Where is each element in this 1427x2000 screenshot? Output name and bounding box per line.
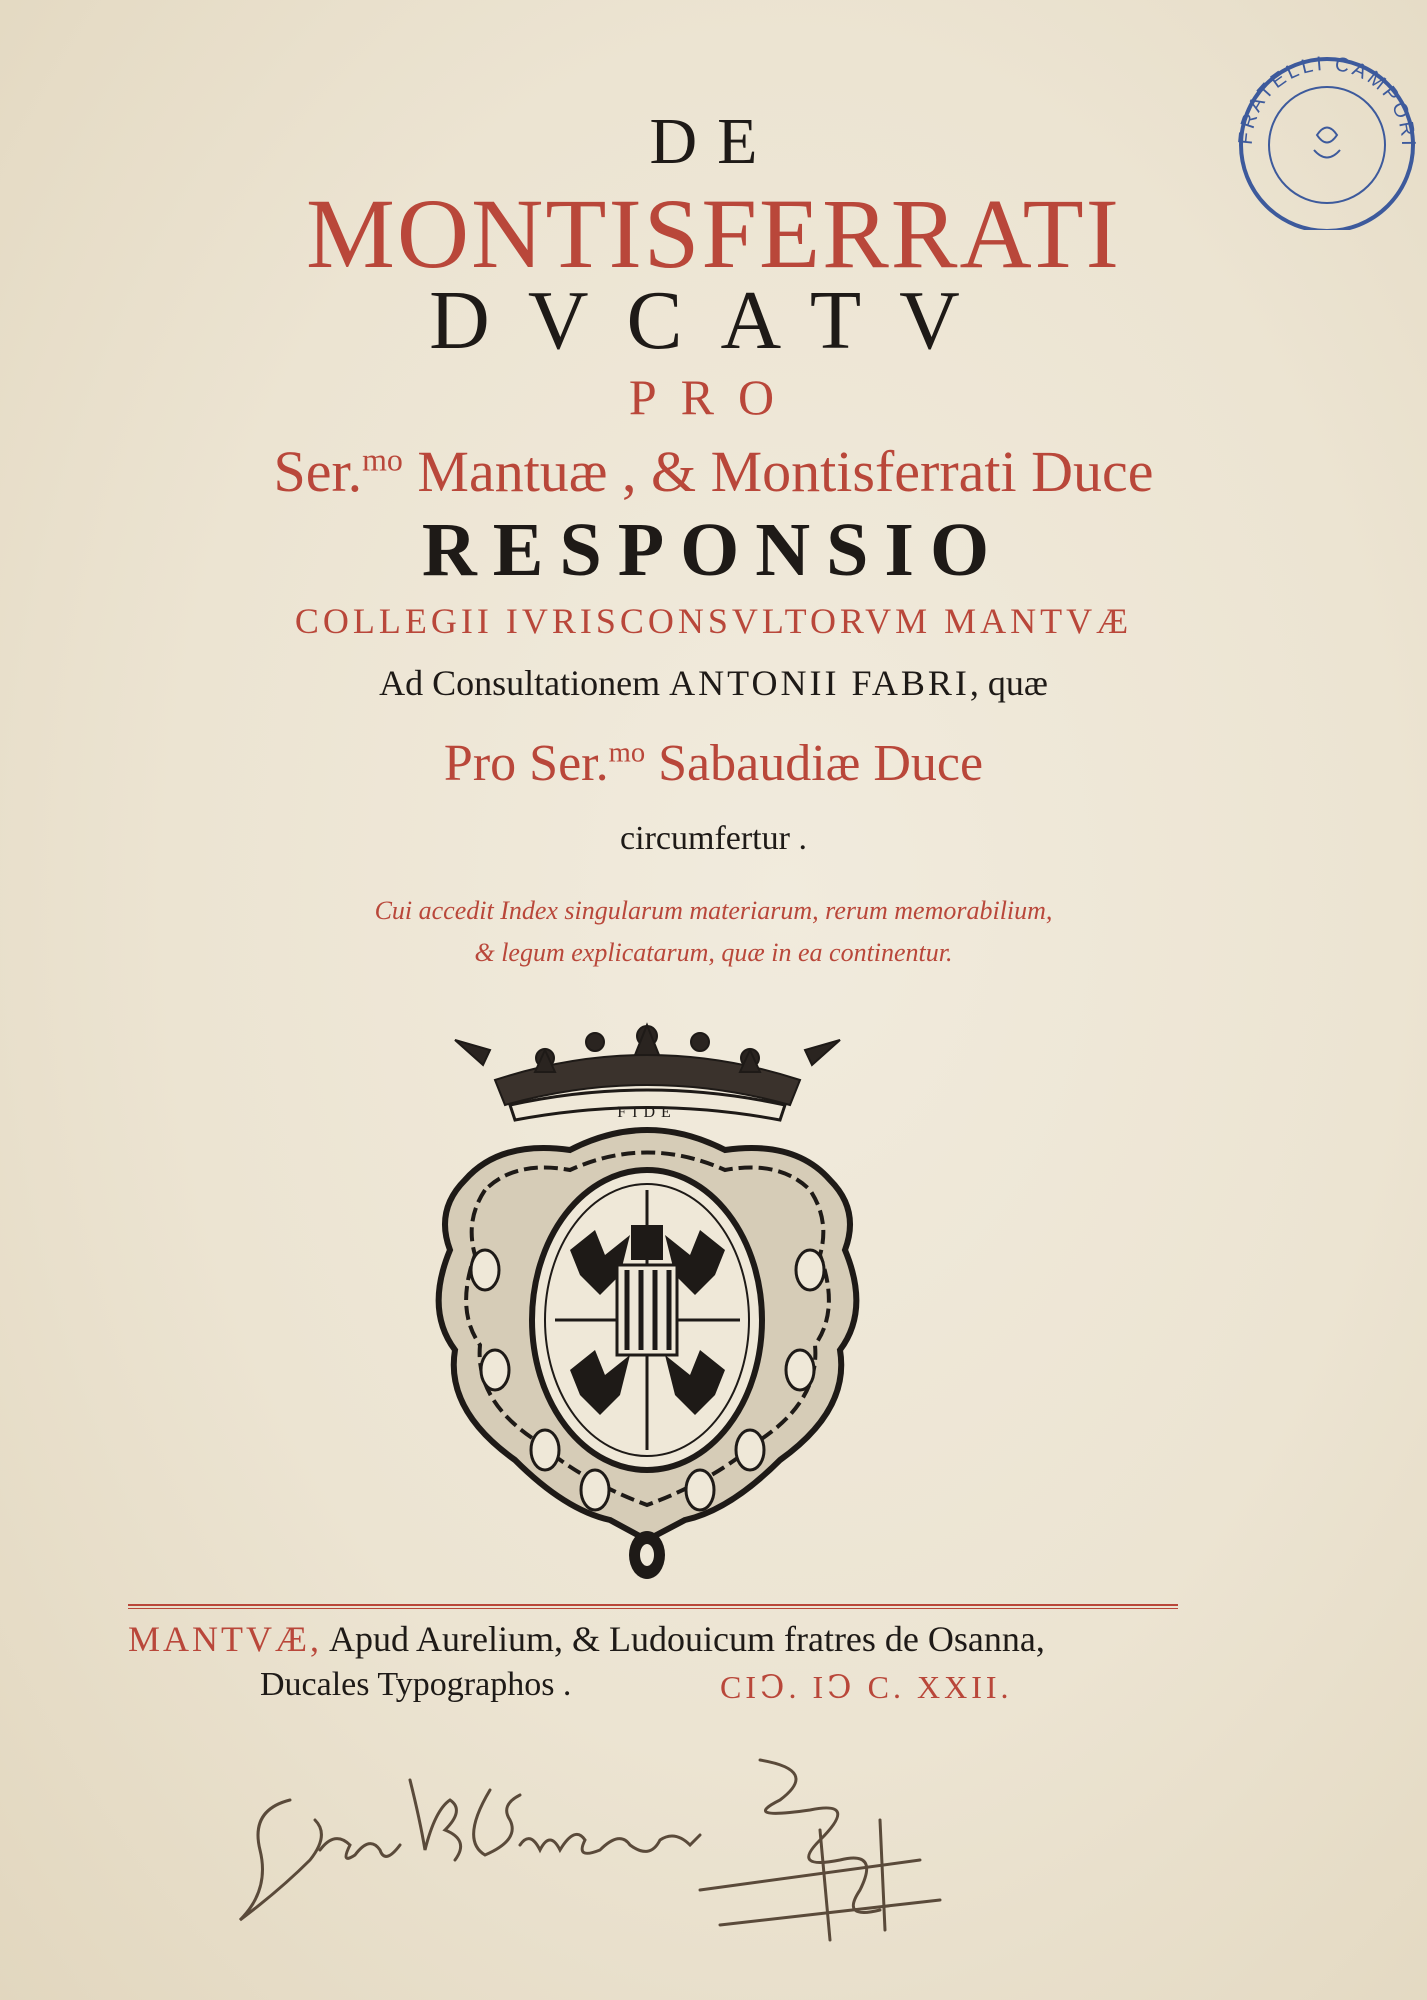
sermo-superscript: mo [362, 442, 403, 478]
subtitle-line-1: Cui accedit Index singularum materiarum, rerum memorabilium, [374, 896, 1053, 925]
ad-author-name: ANTONII FABRI [669, 663, 970, 703]
imprint-rule [128, 1604, 1178, 1609]
title-line-responsio: RESPONSIO [421, 508, 1006, 592]
title-line-circumfertur: circumfertur . [620, 820, 807, 857]
imprint-printers: Apud Aurelium, & Ludouicum fratres de Osanna, [322, 1619, 1045, 1659]
stamp-text: FRATELLI CAMPORI [1234, 52, 1420, 149]
sermo-rest: Mantuæ , & Montisferrati Duce [402, 439, 1154, 504]
title-line-ducatu: DVCATV [429, 274, 998, 367]
ownership-stamp-icon [1222, 50, 1427, 230]
title-line-de: DE [649, 105, 778, 178]
prosab-rest: Sabaudiæ Duce [645, 735, 984, 792]
sermo-prefix: Ser. [273, 439, 363, 504]
ad-prefix: Ad Consultationem [379, 663, 670, 703]
prosab-prefix: Pro Ser. [443, 735, 609, 792]
title-line-pro: PRO [628, 369, 799, 425]
title-line-sermo-mantuae [0, 438, 1427, 505]
title-line-ad-consultationem [0, 662, 1427, 704]
imprint-date: CIↃ. IↃ C. XXII. [720, 1669, 1013, 1705]
prosab-superscript: mo [608, 737, 646, 769]
imprint-line-2: Ducales Typographos . [260, 1666, 572, 1703]
title-line-collegii: COLLEGII IVRISCONSVLTORVM MANTVÆ [294, 601, 1133, 641]
ad-suffix: , quæ [969, 663, 1048, 703]
crest-motto: FIDE [617, 1104, 677, 1121]
imprint-line-1 [128, 1618, 1045, 1660]
title-line-montisferrati: MONTISFERRATI [306, 178, 1121, 289]
signature-icon [220, 1740, 980, 1950]
title-line-pro-sabaudiae [0, 734, 1427, 793]
svg-text:FRATELLI CAMPORI [1235, 53, 1419, 149]
subtitle-line-2: & legum explicatarum, quæ in ea continentur. [474, 938, 953, 967]
coat-of-arms-icon [395, 1010, 900, 1580]
imprint-city: MANTVÆ, [128, 1619, 323, 1659]
